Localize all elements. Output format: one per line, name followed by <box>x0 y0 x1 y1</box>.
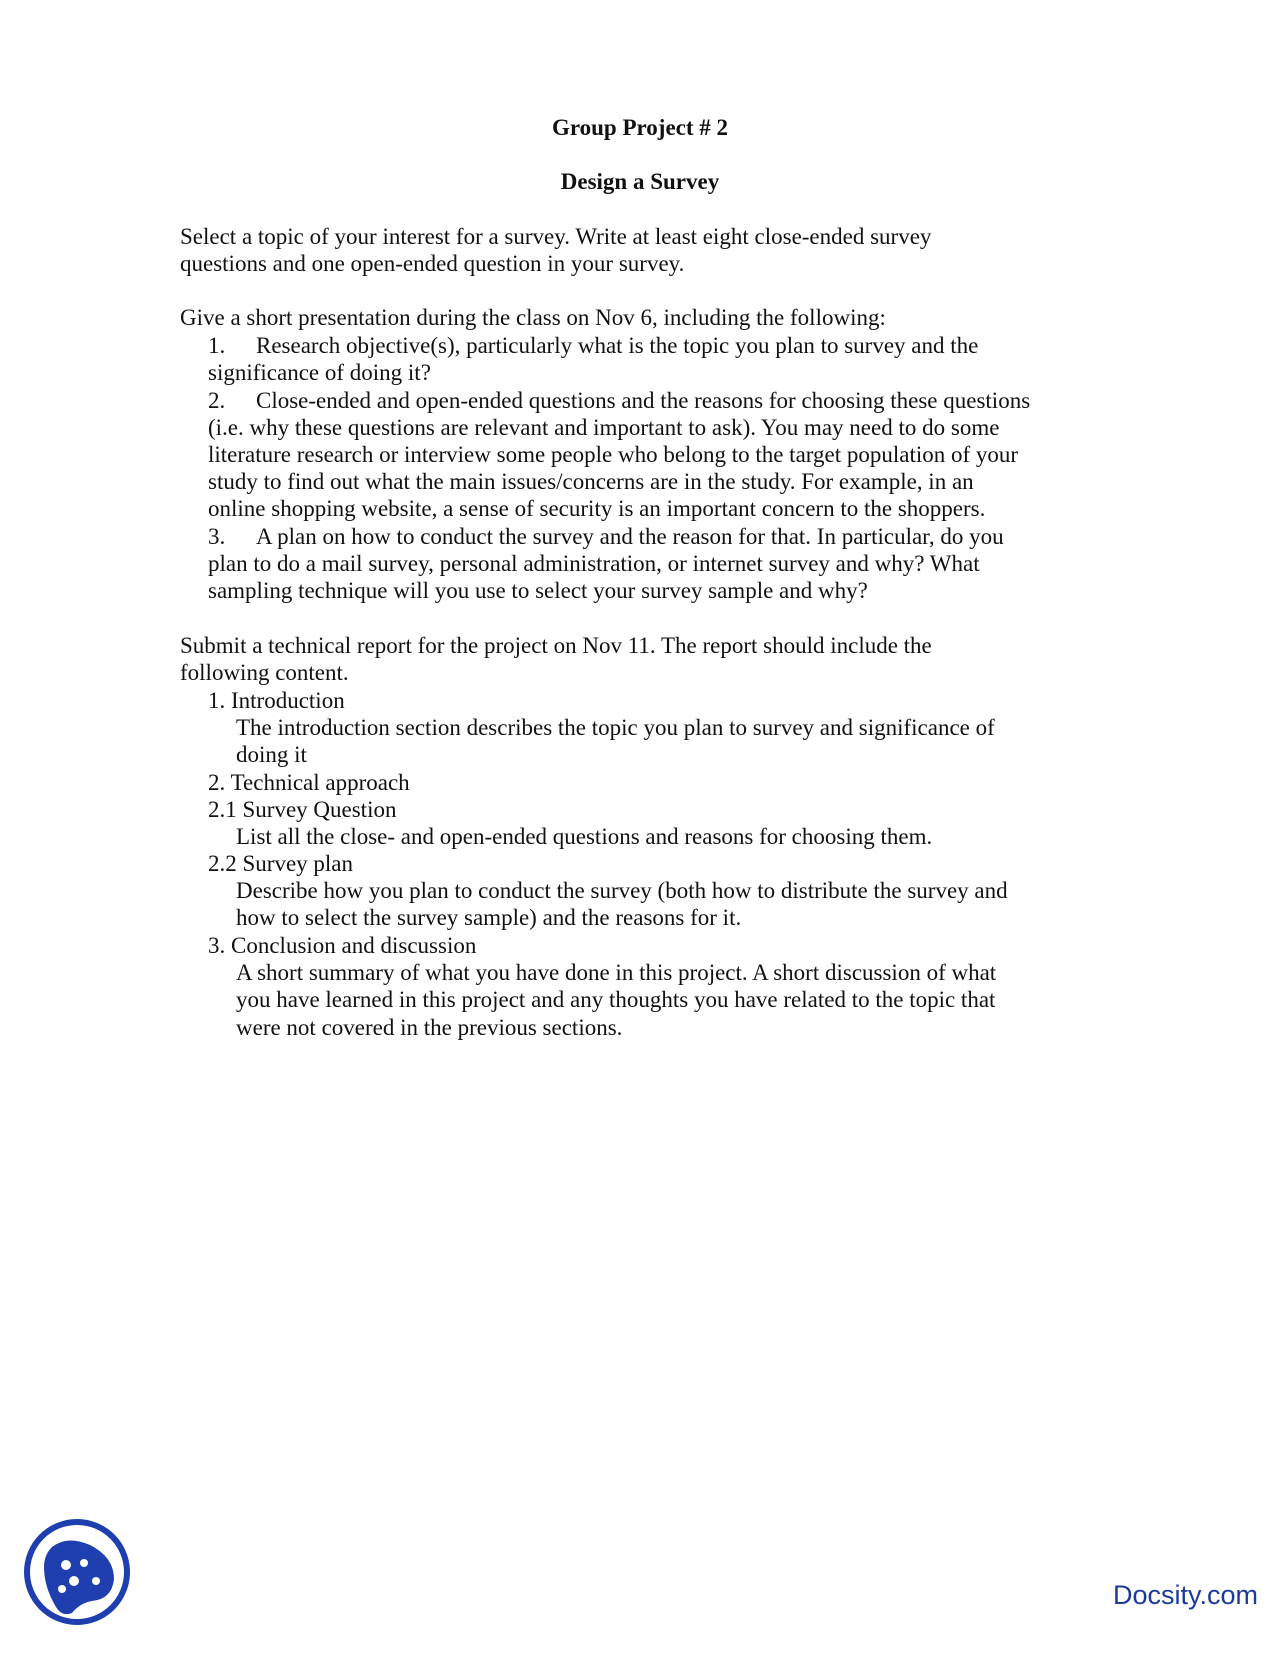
report-lead-line: Submit a technical report for the project on Nov 11. The report should include the <box>180 633 932 658</box>
report-heading-introduction: 1. Introduction <box>208 688 345 713</box>
item-line: literature research or interview some people who belong to the target population of your <box>208 442 1019 467</box>
report-heading-survey-plan: 2.2 Survey plan <box>208 851 354 876</box>
list-number: 1. <box>208 333 226 358</box>
item-line: online shopping website, a sense of security is an important concern to the shoppers. <box>208 496 986 521</box>
report-body-line: how to select the survey sample) and the reasons for it. <box>236 905 742 930</box>
document-title: Group Project # 2 <box>551 115 729 140</box>
item-line: Close-ended and open-ended questions and the reasons for choosing these questions <box>256 388 1031 413</box>
item-line: A plan on how to conduct the survey and the reason for that. In particular, do you <box>256 524 1004 549</box>
docsity-logo-icon <box>22 1517 132 1627</box>
list-number: 2. <box>208 388 226 413</box>
item-line: Research objective(s), particularly what is the topic you plan to survey and the <box>256 333 979 358</box>
report-body-line: List all the close- and open-ended questions and reasons for choosing them. <box>236 824 933 849</box>
document-subtitle: Design a Survey <box>560 169 720 194</box>
intro-line: Select a topic of your interest for a survey. Write at least eight close-ended survey <box>180 224 932 249</box>
item-line: plan to do a mail survey, personal administration, or internet survey and why? What <box>208 551 980 576</box>
report-heading-conclusion: 3. Conclusion and discussion <box>208 933 477 958</box>
item-line: significance of doing it? <box>208 360 431 385</box>
report-body-line: A short summary of what you have done in this project. A short discussion of what <box>236 960 997 985</box>
docsity-brand-link[interactable]: Docsity.com <box>1112 1580 1258 1610</box>
presentation-lead: Give a short presentation during the class on Nov 6, including the following: <box>180 305 886 330</box>
item-line: sampling technique will you use to select your survey sample and why? <box>208 578 868 603</box>
report-body-line: The introduction section describes the topic you plan to survey and significance of <box>236 715 995 740</box>
report-lead-line: following content. <box>180 660 349 685</box>
item-line: (i.e. why these questions are relevant and important to ask). You may need to do some <box>208 415 1000 440</box>
report-heading-technical-approach: 2. Technical approach <box>208 770 410 795</box>
report-body-line: were not covered in the previous sections. <box>236 1015 623 1040</box>
item-line: study to find out what the main issues/concerns are in the study. For example, in an <box>208 469 974 494</box>
list-number: 3. <box>208 524 226 549</box>
intro-line: questions and one open-ended question in your survey. <box>180 251 685 276</box>
report-body-line: you have learned in this project and any thoughts you have related to the topic that <box>236 987 996 1012</box>
report-body-line: doing it <box>236 742 307 767</box>
report-heading-survey-question: 2.1 Survey Question <box>208 797 397 822</box>
report-body-line: Describe how you plan to conduct the survey (both how to distribute the survey and <box>236 878 1008 903</box>
